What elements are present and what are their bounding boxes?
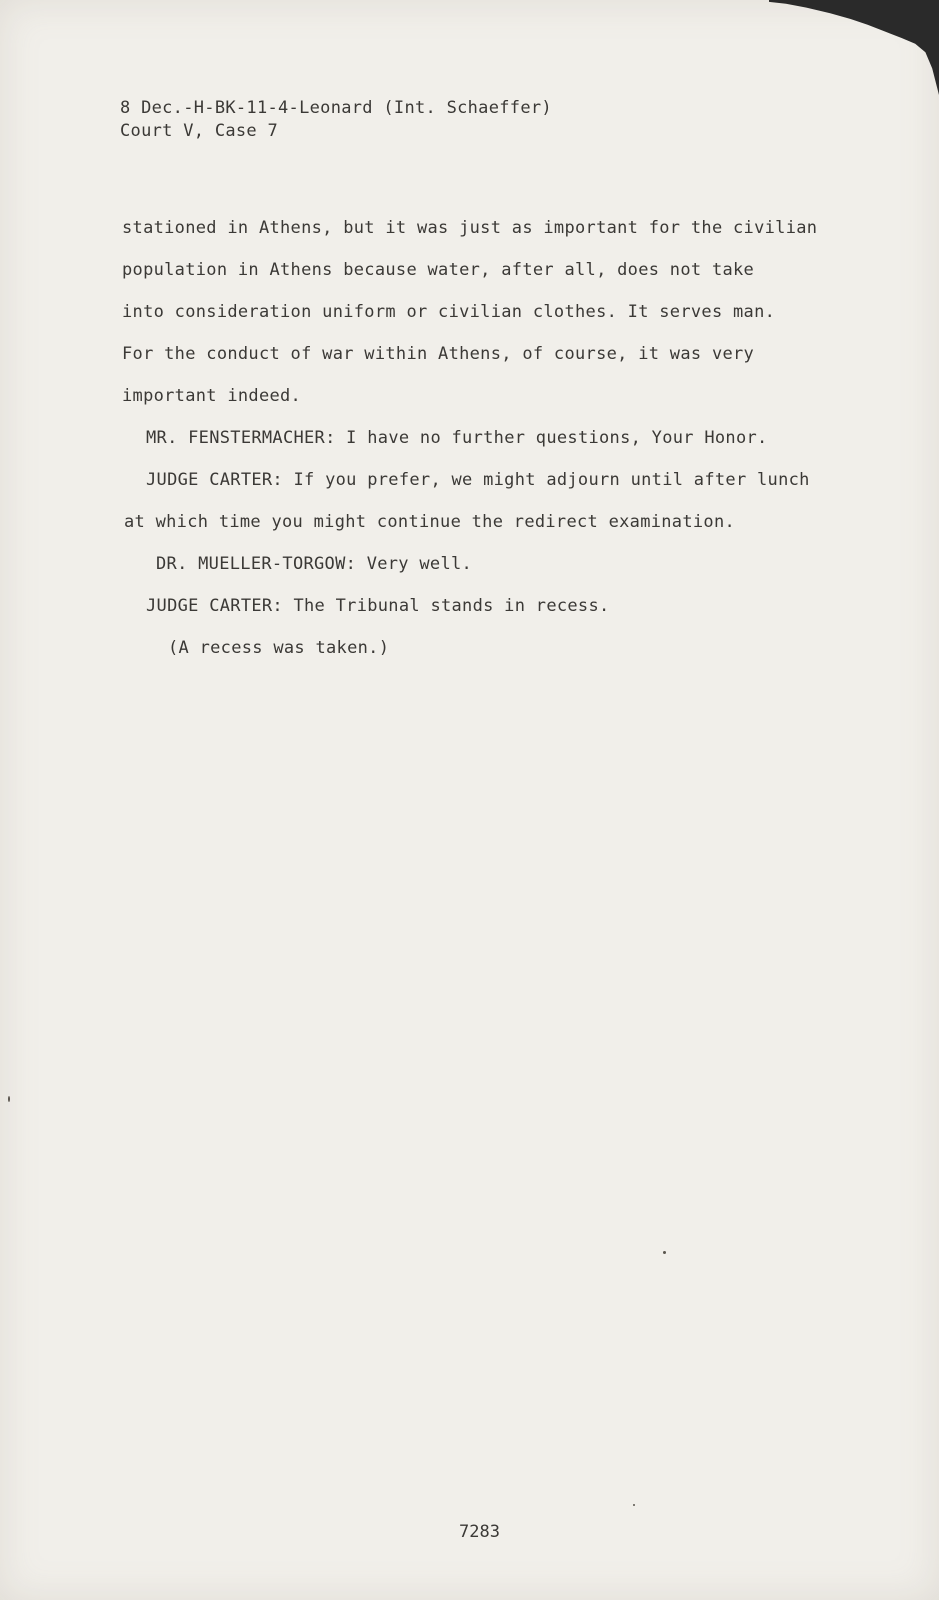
header-court-case: Court V, Case 7 xyxy=(120,121,279,141)
paper-speck xyxy=(663,1251,666,1254)
transcript-entry xyxy=(146,428,768,448)
speaker-label: JUDGE CARTER: xyxy=(146,596,283,616)
paper-speck xyxy=(8,1096,10,1102)
body-line: For the conduct of war within Athens, of course, it was very xyxy=(122,344,755,364)
transcript-continuation xyxy=(124,512,735,532)
transcript-entry xyxy=(156,554,472,574)
body-line: important indeed. xyxy=(122,386,302,406)
speaker-label: MR. FENSTERMACHER: xyxy=(146,428,336,448)
speaker-label: DR. MUELLER-TORGOW: xyxy=(156,554,357,574)
header-reference: 8 Dec.-H-BK-11-4-Leonard (Int. Schaeffer) xyxy=(120,98,552,118)
page-number: 7283 xyxy=(459,1522,500,1542)
paper-speck xyxy=(633,1504,635,1506)
speech-text: I have no further questions, Your Honor. xyxy=(335,428,768,448)
speech-text: If you prefer, we might adjourn until after lunch xyxy=(282,470,810,490)
recess-note xyxy=(168,638,389,658)
speaker-label: JUDGE CARTER: xyxy=(146,470,283,490)
speech-text: at which time you might continue the redirect examination. xyxy=(124,512,736,532)
transcript-entry xyxy=(146,470,810,490)
torn-corner xyxy=(769,0,939,95)
body-line: stationed in Athens, but it was just as important for the civilian xyxy=(122,218,818,238)
body-line: population in Athens because water, after all, does not take xyxy=(122,260,755,280)
speech-text: (A recess was taken.) xyxy=(168,638,390,658)
body-line: into consideration uniform or civilian clothes. It serves man. xyxy=(122,302,776,322)
speech-text: The Tribunal stands in recess. xyxy=(282,596,610,616)
speech-text: Very well. xyxy=(356,554,473,574)
transcript-entry xyxy=(146,596,610,616)
